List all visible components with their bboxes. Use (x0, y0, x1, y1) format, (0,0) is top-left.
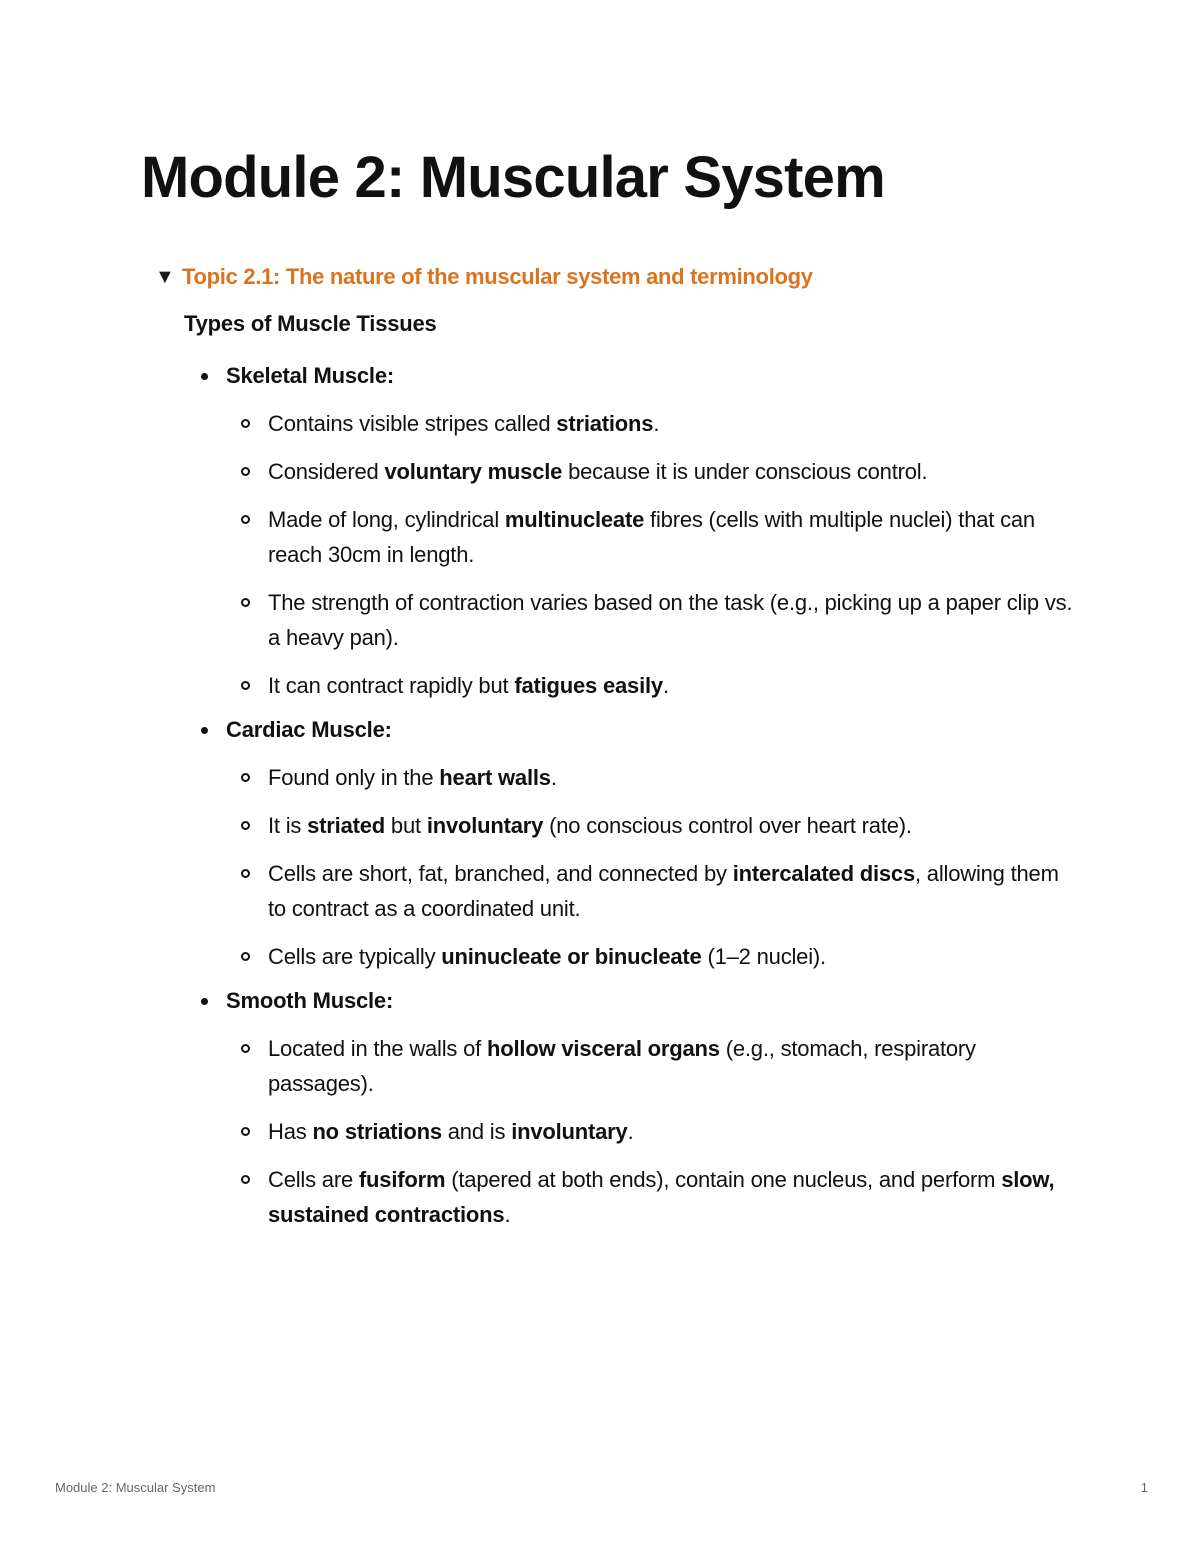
muscle-type-label: Cardiac Muscle: (198, 712, 1078, 747)
topic-title[interactable]: Topic 2.1: The nature of the muscular system and terminology (182, 264, 813, 289)
fact-text: . (504, 1202, 511, 1227)
fact-item (198, 502, 1078, 572)
fact-text: , allowing them to contract as a coordinated unit. (268, 861, 1059, 921)
muscle-type-item (198, 358, 1078, 703)
muscle-type-label: Skeletal Muscle: (198, 358, 1078, 393)
muscle-types-list (198, 358, 1078, 1241)
fact-item (198, 1114, 1078, 1149)
fact-item (198, 668, 1078, 703)
bold-term: fatigues easily (514, 673, 663, 698)
bold-term: slow, sustained contractions (268, 1167, 1055, 1227)
fact-text: Made of long, cylindrical (268, 507, 505, 532)
fact-text: (e.g., stomach, respiratory passages). (268, 1036, 976, 1096)
fact-text: Has (268, 1119, 313, 1144)
bold-term: striated (307, 813, 386, 838)
section-heading: Types of Muscle Tissues (184, 311, 437, 336)
muscle-type-label: Smooth Muscle: (198, 983, 1078, 1018)
muscle-facts-list (198, 1031, 1078, 1232)
fact-text: because it is under conscious control. (562, 459, 928, 484)
fact-text: Located in the walls of (268, 1036, 488, 1061)
fact-item (198, 760, 1078, 795)
bold-term: striations (556, 411, 654, 436)
fact-text: . (653, 411, 660, 436)
bold-term: hollow visceral organs (487, 1036, 720, 1061)
fact-text: Considered (268, 459, 385, 484)
fact-text: . (550, 765, 557, 790)
fact-text: (no conscious control over heart rate). (543, 813, 912, 838)
muscle-type-item (198, 983, 1078, 1232)
bold-term: voluntary muscle (384, 459, 563, 484)
fact-text: Contains visible stripes called (268, 411, 557, 436)
fact-text: and is (441, 1119, 512, 1144)
fact-text: (1–2 nuclei). (701, 944, 826, 969)
fact-text: The strength of contraction varies based on the task (e.g., picking up a paper clip vs. a heavy pan). (268, 590, 1073, 650)
triangle-down-icon[interactable]: ▼ (155, 266, 175, 288)
fact-item (198, 856, 1078, 926)
fact-text: Found only in the (268, 765, 440, 790)
fact-text: Cells are typically (268, 944, 442, 969)
fact-item (198, 1031, 1078, 1101)
bold-term: intercalated discs (732, 861, 915, 886)
fact-item (198, 1162, 1078, 1232)
bold-term: fusiform (358, 1167, 446, 1192)
fact-text: . (627, 1119, 634, 1144)
page-title: Module 2: Muscular System (141, 145, 885, 210)
fact-text: It is (268, 813, 308, 838)
fact-text: Cells are short, fat, branched, and connected by (268, 861, 733, 886)
bold-term: multinucleate (504, 507, 645, 532)
page-number: 1 (1140, 1480, 1148, 1495)
bold-term: uninucleate or binucleate (441, 944, 702, 969)
muscle-facts-list (198, 406, 1078, 703)
bold-term: heart walls (439, 765, 551, 790)
muscle-type-item (198, 712, 1078, 974)
fact-text: (tapered at both ends), contain one nucleus, and perform (445, 1167, 1002, 1192)
fact-text: Cells are (268, 1167, 359, 1192)
fact-text: It can contract rapidly but (268, 673, 515, 698)
footer-title: Module 2: Muscular System (55, 1480, 216, 1495)
fact-text: but (385, 813, 427, 838)
fact-item (198, 585, 1078, 655)
fact-text: . (662, 673, 669, 698)
topic-toggle[interactable] (155, 262, 813, 292)
fact-item (198, 808, 1078, 843)
fact-text: fibres (cells with multiple nuclei) that can reach 30cm in length. (268, 507, 1035, 567)
bold-term: involuntary (426, 813, 544, 838)
fact-item (198, 939, 1078, 974)
muscle-facts-list (198, 760, 1078, 974)
bold-term: involuntary (511, 1119, 628, 1144)
bold-term: no striations (312, 1119, 442, 1144)
fact-item (198, 406, 1078, 441)
fact-item (198, 454, 1078, 489)
